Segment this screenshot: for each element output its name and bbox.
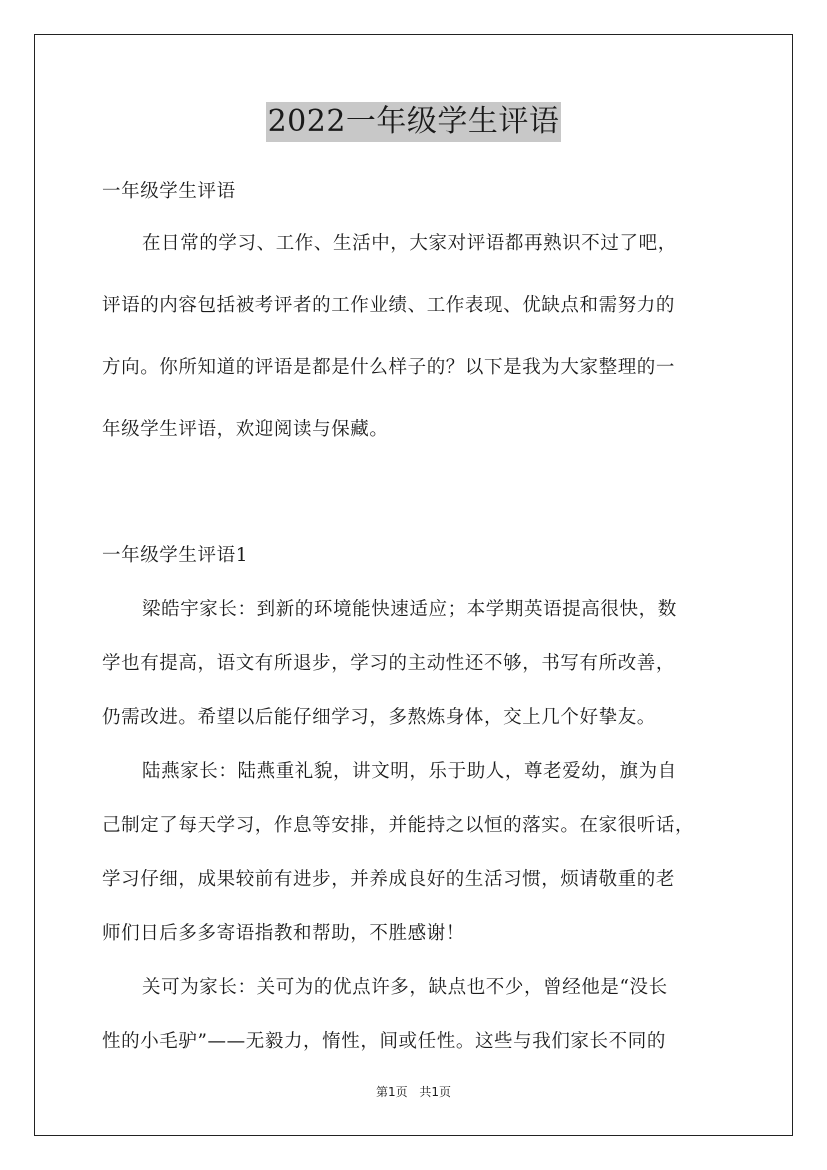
page-total: 共1页 <box>419 1085 452 1099</box>
paragraph-line: 师们日后多多寄语指教和帮助，不胜感谢！ <box>102 923 465 944</box>
paragraph-line: 梁皓宇家长：到新的环境能快速适应；本学期英语提高很快，数 <box>142 599 677 620</box>
page-number: 第1页 <box>375 1085 408 1099</box>
document-title: 2022一年级学生评语 <box>266 102 562 142</box>
intro-paragraph <box>102 224 732 450</box>
paragraph-liang <box>102 590 732 738</box>
paragraph-line: 性的小毛驴”——无毅力，惰性，间或任性。这些与我们家长不同的 <box>102 1031 666 1052</box>
blank-line <box>102 450 732 490</box>
paragraph-line: 仍需改进。希望以后能仔细学习，多熬炼身体，交上几个好挚友。 <box>102 707 656 728</box>
paragraph-lu <box>102 752 732 954</box>
paragraph-line: 学习仔细，成果较前有进步，并养成良好的生活习惯，烦请敬重的老 <box>102 869 676 890</box>
paragraph-line: 关可为家长：关可为的优点许多，缺点也不少，曾经他是“没长 <box>142 977 668 998</box>
paragraph-line: 评语的内容包括被考评者的工作业绩、工作表现、优缺点和需努力的 <box>102 295 676 316</box>
paragraph-line: 己制定了每天学习，作息等安排，并能持之以恒的落实。在家很听话， <box>102 815 695 836</box>
title-container <box>0 102 827 142</box>
paragraph-line: 方向。你所知道的评语是都是什么样子的？以下是我为大家整理的一 <box>102 357 676 378</box>
paragraph-line: 年级学生评语，欢迎阅读与保藏。 <box>102 419 389 440</box>
paragraph-line: 在日常的学习、工作、生活中，大家对评语都再熟识不过了吧， <box>142 233 677 254</box>
page-footer <box>0 1082 827 1102</box>
paragraph-guan <box>102 968 732 1062</box>
paragraph-line: 学也有提高，语文有所退步，学习的主动性还不够，书写有所改善， <box>102 653 676 674</box>
document-body <box>102 172 732 1062</box>
section-heading: 一年级学生评语 <box>102 181 236 202</box>
section-heading: 一年级学生评语1 <box>102 545 249 566</box>
paragraph-line: 陆燕家长：陆燕重礼貌，讲文明，乐于助人，尊老爱幼，旗为自 <box>142 761 677 782</box>
